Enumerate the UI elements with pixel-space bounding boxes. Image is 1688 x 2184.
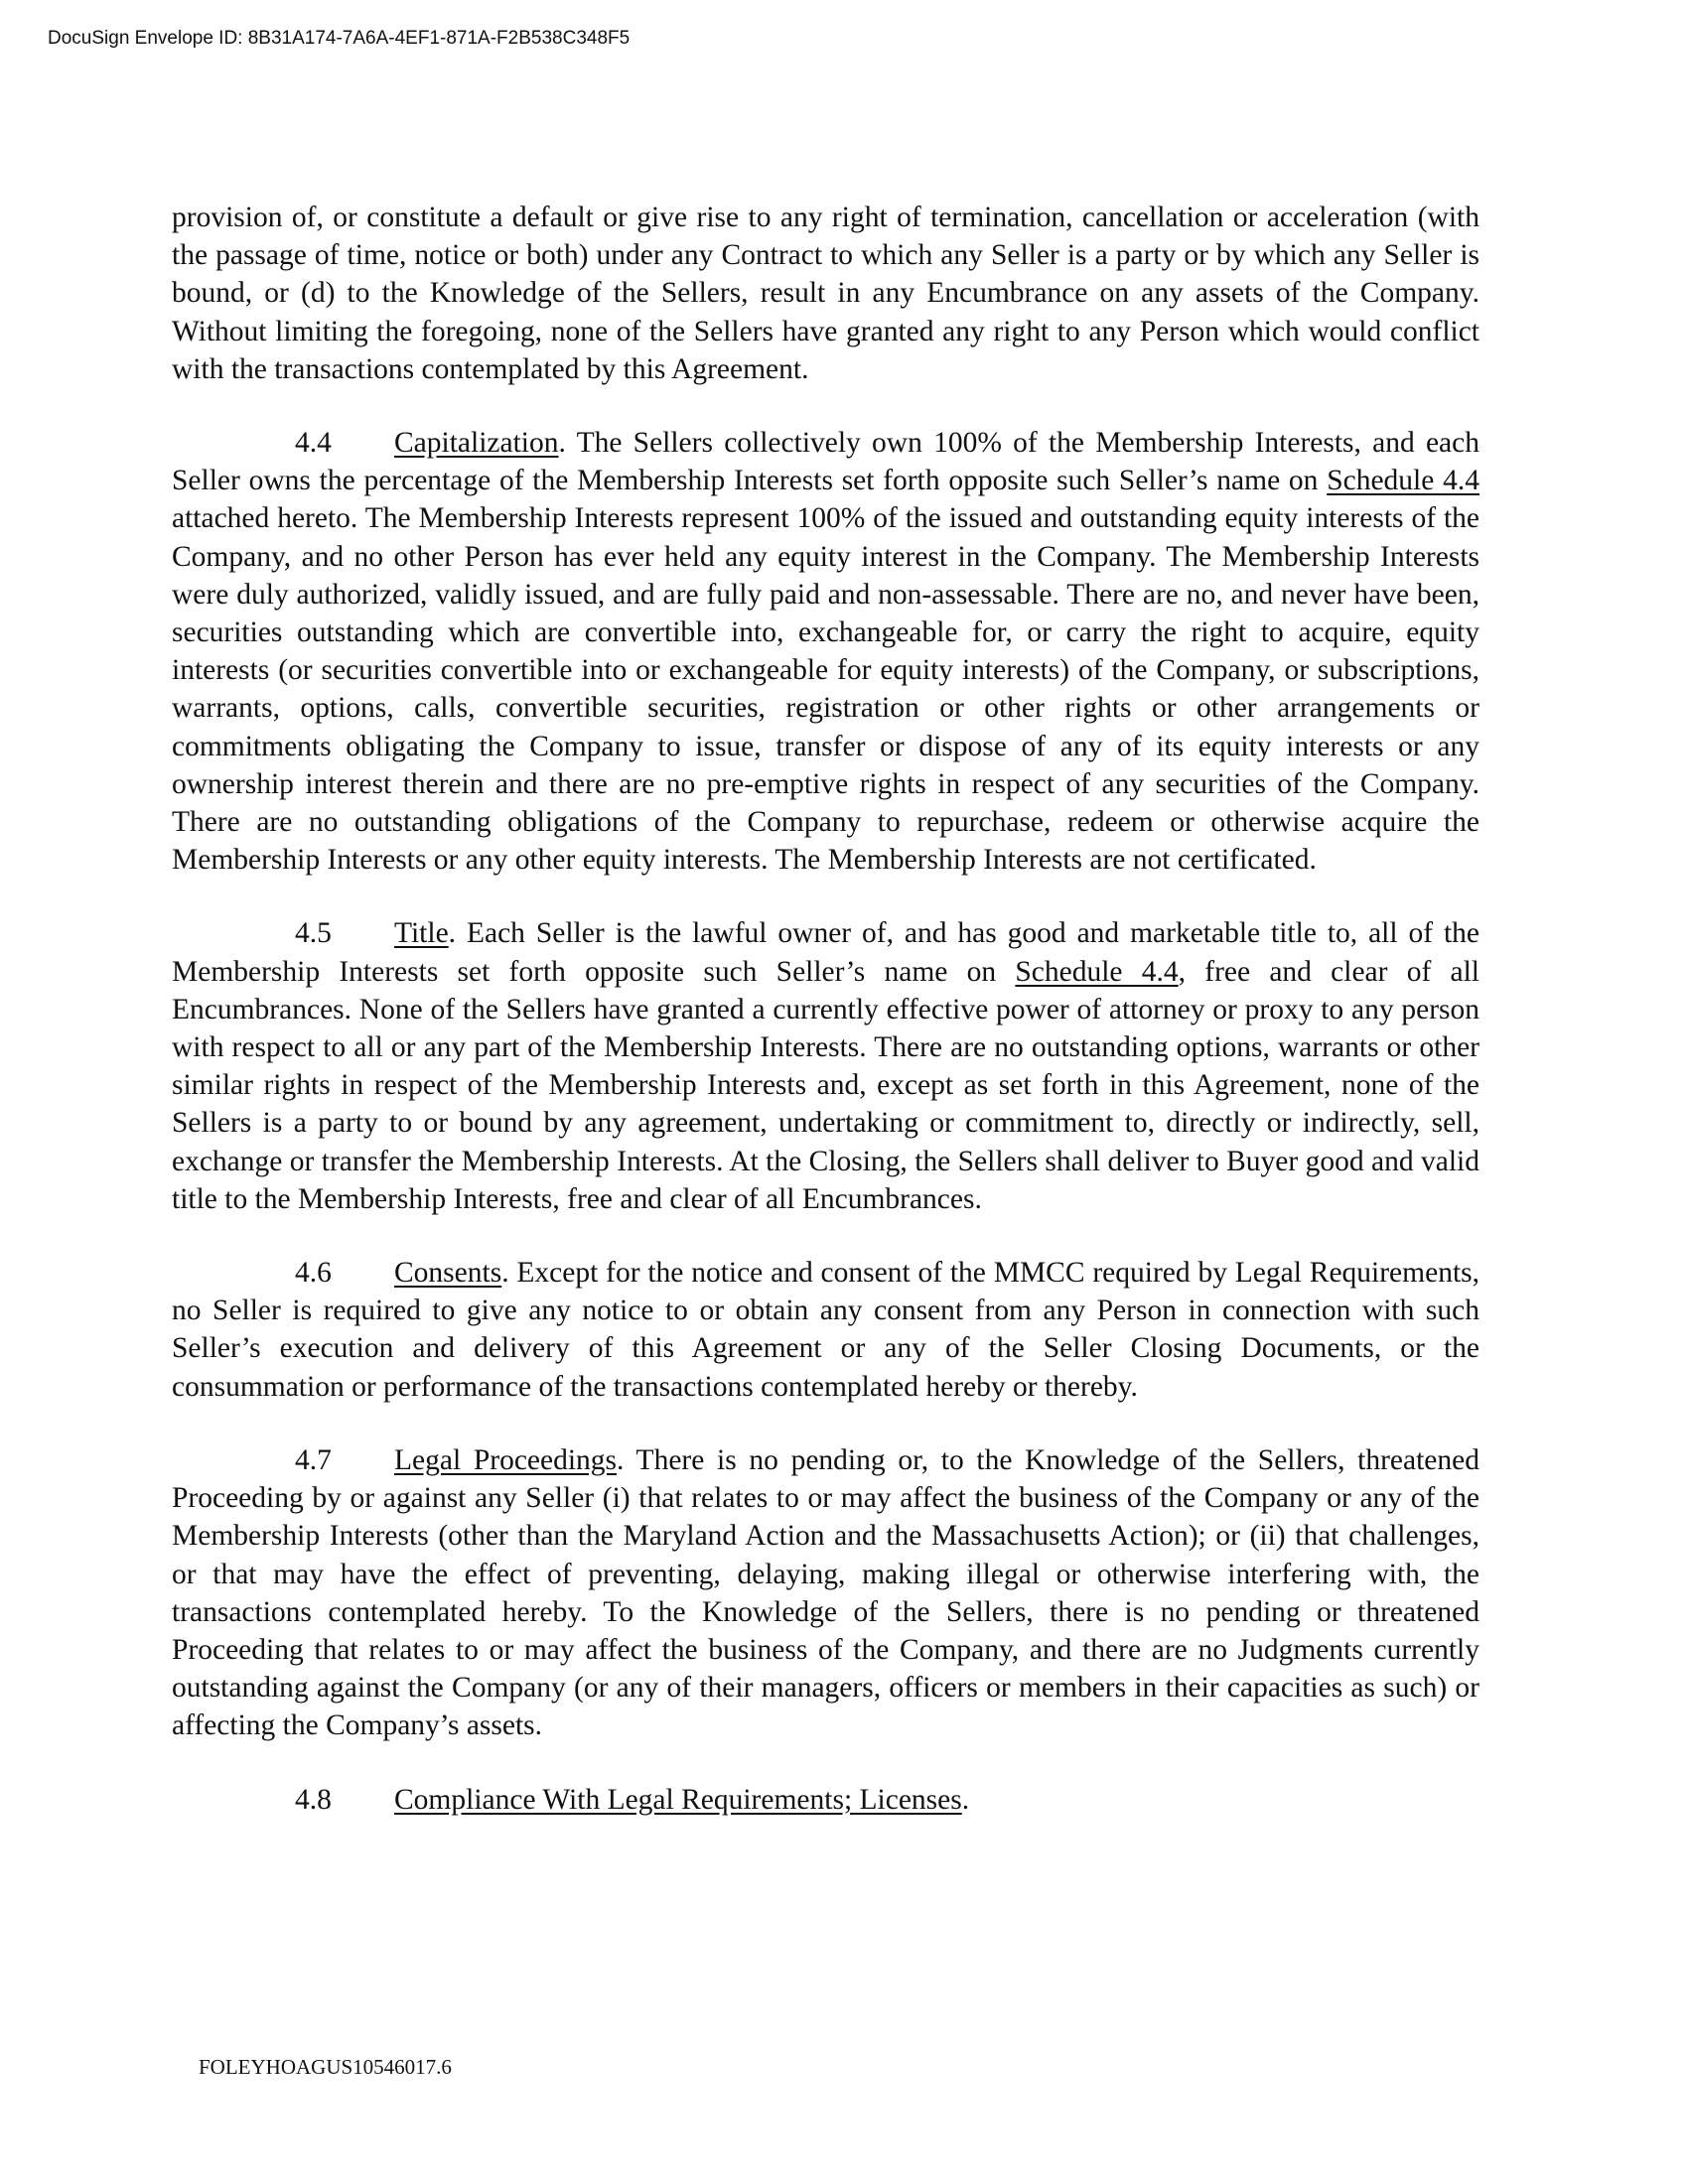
section-text: attached hereto. The Membership Interests represent 100% of the issued and outstanding equity interests of the Company, and no other Person has ever held any equity interest in the Company. The Membership Interests were duly authorized, validly issued, and are fully paid and non-assessable. There are no, and never have been, securities outstanding which are convertible into, exchangeable for, or carry the right to acquire, equity interests (or securities convertible into or exchangeable for equity interests) of the Company, or subscriptions, warrants, options, calls, convertible securities, registration or other rights or other arrangements or commitments obligating the Company to issue, transfer or dispose of any of its equity interests or any ownership interest therein and there are no pre-emptive rights in respect of any securities of the Company. There are no outstanding obligations of the Company to repurchase, redeem or otherwise acquire the Membership Interests or any other equity interests. The Membership Interests are not certificated.	[172, 502, 1479, 877]
section-heading: Legal Proceedings	[394, 1443, 618, 1476]
section-text: .	[961, 1783, 970, 1816]
section-number: 4.6	[295, 1257, 332, 1290]
document-footer-id: FOLEYHOAGUS10546017.6	[199, 2055, 452, 2079]
section-heading: Title	[394, 917, 449, 950]
document-body	[172, 199, 1479, 1852]
section-4-5-title	[172, 914, 1479, 1218]
section-4-6-consents	[172, 1254, 1479, 1406]
section-text: . There is no pending or, to the Knowledge of the Sellers, threatened Proceeding by or against any Seller (i) that relates to or may affect the business of the Company or any of the Membership Interests (other than the Maryland Action and the Massachusetts Action); or (ii) that challenges, or that may have the effect of preventing, delaying, making illegal or otherwise interfering with, the transactions contemplated hereby. To the Knowledge of the Sellers, there is no pending or threatened Proceeding that relates to or may affect the business of the Company, and there are no Judgments currently outstanding against the Company (or any of their managers, officers or members in their capacities as such) or affecting the Company’s assets.	[172, 1443, 1479, 1742]
section-4-8-compliance	[172, 1781, 1479, 1819]
continuation-paragraph: provision of, or constitute a default or give rise to any right of termination, cancellation or acceleration (with the passage of time, notice or both) under any Contract to which any Seller is a party or by which any Seller is bound, or (d) to the Knowledge of the Sellers, result in any Encumbrance on any assets of the Company. Without limiting the foregoing, none of the Sellers have granted any right to any Person which would conflict with the transactions contemplated by this Agreement.	[172, 202, 1479, 385]
section-heading: Consents	[394, 1257, 502, 1290]
section-text: , free and clear of all Encumbrances. None of the Sellers have granted a currently effective power of attorney or proxy to any person with respect to all or any part of the Membership Interests. There are no outstanding options, warrants or other similar rights in respect of the Membership Interests and, except as set forth in this Agreement, none of the Sellers is a party to or bound by any agreement, undertaking or commitment to, directly or indirectly, sell, exchange or transfer the Membership Interests. At the Closing, the Sellers shall deliver to Buyer good and valid title to the Membership Interests, free and clear of all Encumbrances.	[172, 955, 1480, 1215]
section-number: 4.5	[295, 917, 332, 950]
section-4-7-legal-proceedings	[172, 1441, 1479, 1745]
docusign-envelope-id: DocuSign Envelope ID: 8B31A174-7A6A-4EF1-871A-F2B538C348F5	[48, 28, 631, 49]
section-number: 4.4	[295, 427, 332, 460]
schedule-reference: Schedule 4.4	[1327, 465, 1479, 497]
section-text: . Except for the notice and consent of the MMCC required by Legal Requirements, no Seller is required to give any notice to or obtain any consent from any Person in connection with such Seller’s execution and delivery of this Agreement or any of the Seller Closing Documents, or the consummation or performance of the transactions contemplated hereby or thereby.	[172, 1257, 1479, 1403]
section-number: 4.7	[295, 1443, 332, 1476]
schedule-reference: Schedule 4.4	[1015, 955, 1179, 988]
section-4-4-capitalization	[172, 424, 1479, 879]
section-text: . Each Seller is the lawful owner of, and has good and marketable title to, all of the Membership Interests set forth opposite such Seller’s name on	[172, 917, 1479, 988]
section-number: 4.8	[295, 1783, 332, 1816]
section-text: . The Sellers collectively own 100% of the Membership Interests, and each Seller owns the percentage of the Membership Interests set forth opposite such Seller’s name on	[172, 427, 1479, 497]
section-heading: Compliance With Legal Requirements; Licenses	[394, 1783, 962, 1816]
section-heading: Capitalization	[394, 427, 559, 460]
